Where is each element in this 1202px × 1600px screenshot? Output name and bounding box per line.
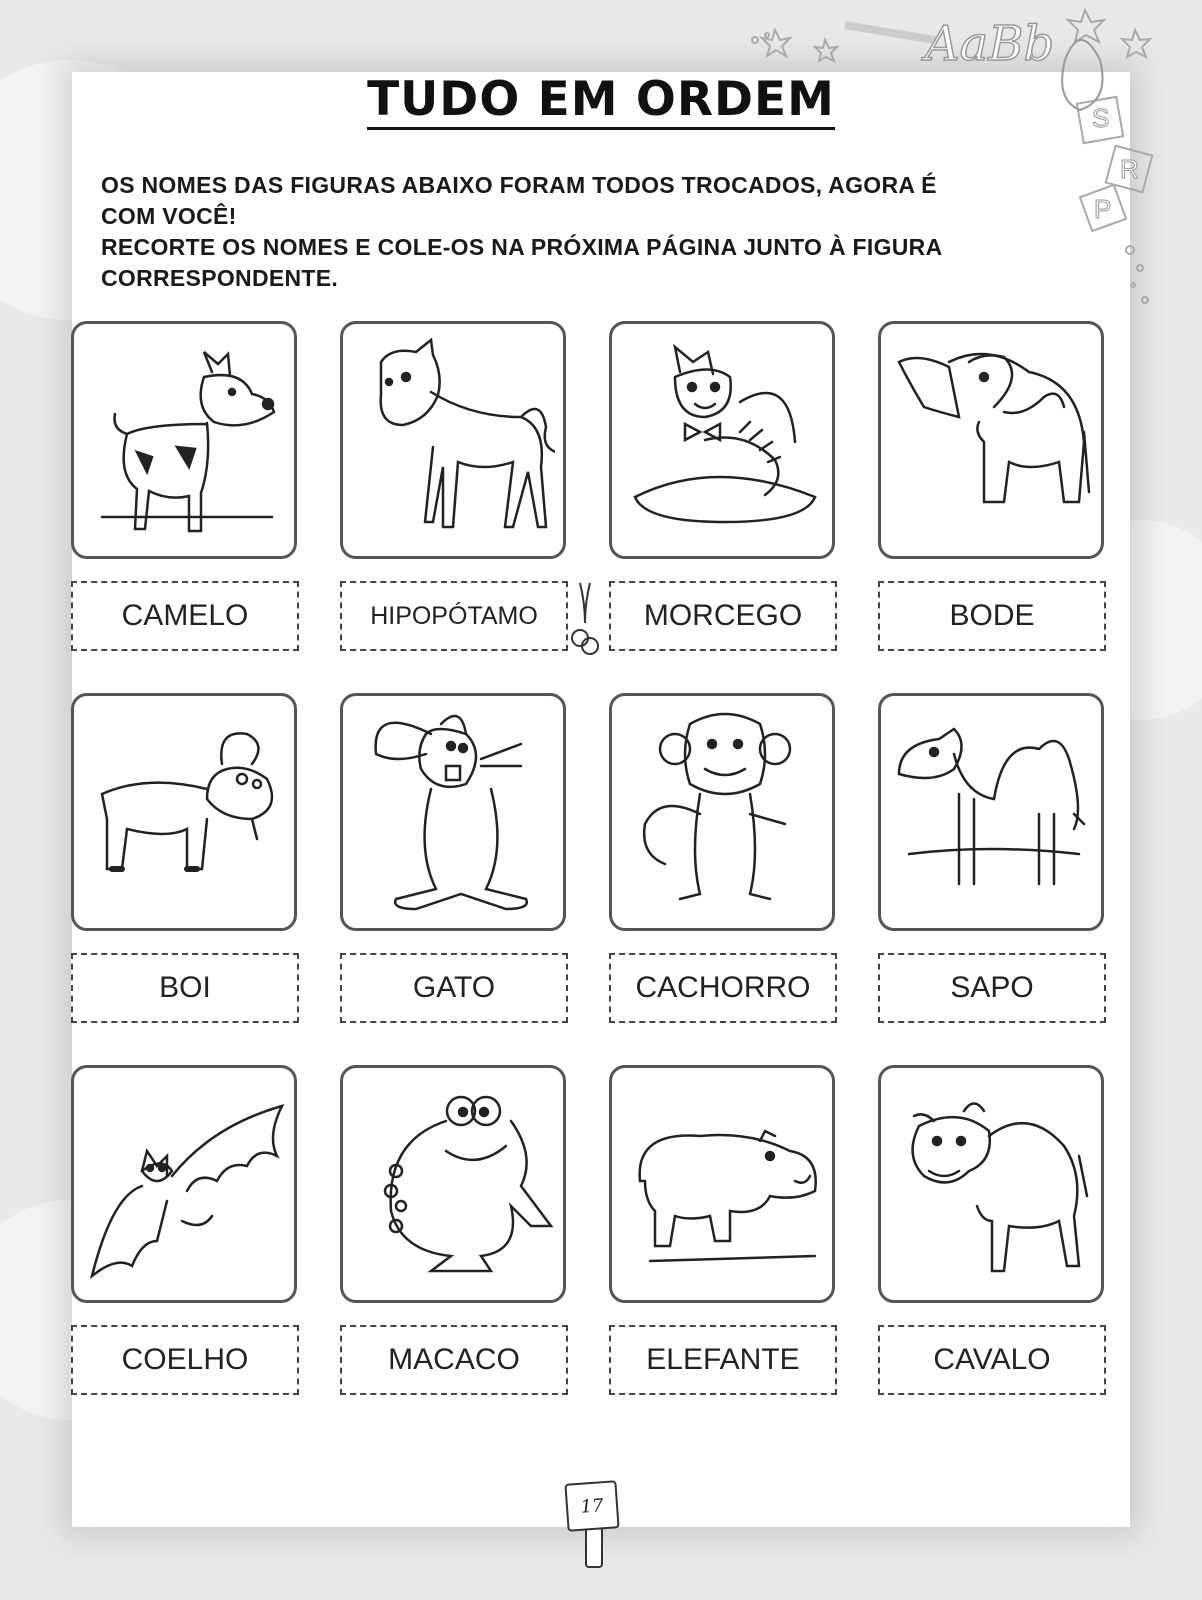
svg-text:P: P (1094, 194, 1112, 224)
name-tag[interactable]: CACHORRO (609, 953, 837, 1023)
instruction-line: RECORTE OS NOMES E COLE-OS NA PRÓXIMA PÁGINA JUNTO À FIGURA (101, 234, 943, 260)
animal-card (340, 693, 566, 931)
scissors-icon (570, 578, 600, 658)
instruction-line: CORRESPONDENTE. (101, 265, 339, 291)
instruction-line: COM VOCÊ! (101, 203, 237, 229)
svg-text:R: R (1120, 154, 1139, 184)
animal-card (71, 693, 297, 931)
frog-icon (351, 1076, 555, 1292)
animal-card (878, 1065, 1104, 1303)
goat-icon (82, 704, 286, 920)
cat-icon (620, 332, 824, 548)
corner-letters: AaBb (925, 16, 1055, 72)
horse-icon (351, 332, 555, 548)
svg-text:S: S (1092, 103, 1110, 133)
rabbit-icon (351, 704, 555, 920)
name-tag[interactable]: BODE (878, 581, 1106, 651)
instructions (101, 170, 1111, 294)
name-tag[interactable]: MORCEGO (609, 581, 837, 651)
elephant-icon (889, 332, 1093, 548)
name-tag[interactable]: GATO (340, 953, 568, 1023)
name-tag[interactable]: MACACO (340, 1325, 568, 1395)
animal-card (609, 1065, 835, 1303)
animal-card (340, 1065, 566, 1303)
name-tag[interactable]: SAPO (878, 953, 1106, 1023)
page-title: TUDO EM ORDEM (367, 72, 835, 130)
name-tag[interactable]: HIPOPÓTAMO (340, 581, 568, 651)
animal-card (71, 321, 297, 559)
page-number: 17 (564, 1480, 619, 1532)
animal-card (878, 321, 1104, 559)
animal-card (340, 321, 566, 559)
monkey-icon (620, 704, 824, 920)
camel-icon (889, 704, 1093, 920)
dog-icon (82, 332, 286, 548)
bat-icon (82, 1076, 286, 1292)
hippo-icon (620, 1076, 824, 1292)
name-tag[interactable]: ELEFANTE (609, 1325, 837, 1395)
animal-card (71, 1065, 297, 1303)
name-tag[interactable]: CAMELO (71, 581, 299, 651)
ox-icon (889, 1076, 1093, 1292)
name-tag[interactable]: BOI (71, 953, 299, 1023)
instruction-line: OS NOMES DAS FIGURAS ABAIXO FORAM TODOS TROCADOS, AGORA É (101, 172, 937, 198)
page-number-stand (585, 1524, 603, 1568)
animal-card (609, 321, 835, 559)
animal-card (609, 693, 835, 931)
name-tag[interactable]: COELHO (71, 1325, 299, 1395)
animal-card (878, 693, 1104, 931)
name-tag[interactable]: CAVALO (878, 1325, 1106, 1395)
